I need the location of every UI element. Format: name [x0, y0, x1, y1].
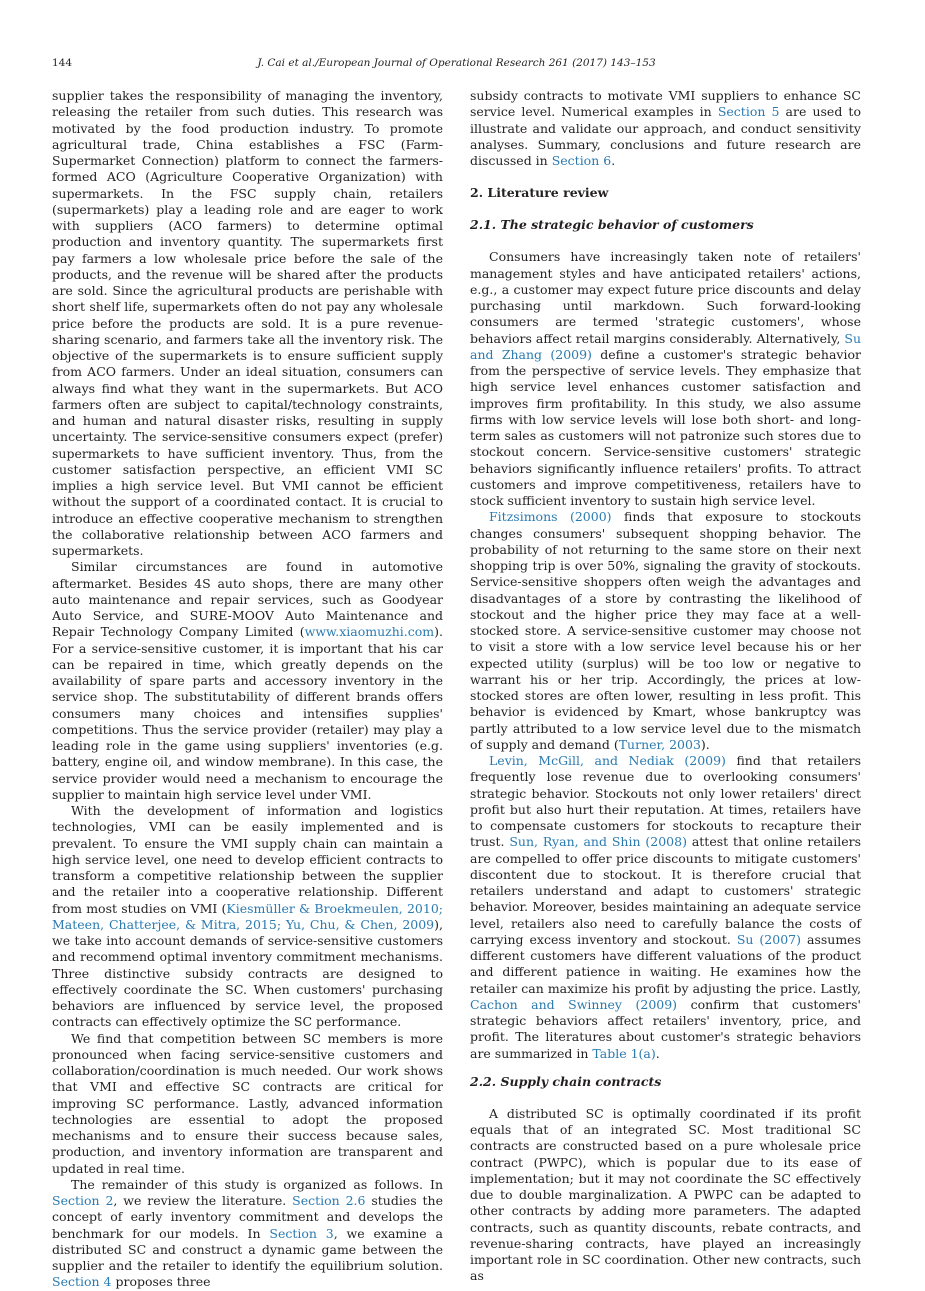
paragraph: Similar circumstances are found in automotive aftermarket. Besides 4S auto shops, there are many other auto maintenance and repair services, such as Goodyear Auto Service, and SURE-MOOV Auto Maintenance and Repair Technology Company Limited (www.xiaomuzhi.com). For a service-sensitive customer, it is important that his car can be repaired in time, which greatly depends on the availability of spare parts and accessory inventory in the service shop. The substitutability of different brands offers consumers many choices and intensifies supplies' competitions. Thus the service provider (retailer) may play a leading role in the game using suppliers' inventories (e.g. battery, engine oil, and window membrane). In this case, the service provider would need a mechanism to encourage the supplier to maintain high service level under VMI.: [52, 559, 443, 802]
citation-link[interactable]: Cachon and Swinney (2009): [470, 996, 678, 1012]
table-link[interactable]: Table 1(a): [592, 1045, 656, 1061]
journal-reference: J. Cai et al./European Journal of Operational Research 261 (2017) 143–153: [257, 57, 656, 69]
paragraph: A distributed SC is optimally coordinated if its profit equals that of an integrated SC. Most traditional SC contracts are constructed based on a pure wholesale price contract (PWPC), which is popular due to its ease of implementation; but it may not coordinate the SC effectively due to double marginalization. A PWPC can be adapted to other contracts by adding more parameters. The adapted contracts, such as quantity discounts, rebate contracts, and revenue-sharing contracts, have played an increasingly important role in SC coordination. Other new contracts, such as: [470, 1105, 861, 1284]
website-link[interactable]: www.xiaomuzhi.com: [304, 624, 435, 640]
page-number: 144: [52, 57, 73, 69]
running-head: [52, 56, 861, 70]
paragraph: Fitzsimons (2000) finds that exposure to stockouts changes consumers' subsequent shopping behavior. The probability of not returning to the same store on their next shopping trip is over 50%, signaling the gravity of stockouts. Service-sensitive shoppers often weigh the advantages and disadvantages of a store by contrasting the likelihood of stockout and the higher price they may face at a well-stocked store. A service-sensitive customer may choose not to visit a store with a low service level because his or her expected utility (surplus) will be too low or negative to warrant his or her trip. Accordingly, the prices at low-stocked stores are often lower, resulting in less profit. This behavior is evidenced by Kmart, whose bankruptcy was partly attributed to a low service level due to the mismatch of supply and demand (Turner, 2003).: [470, 509, 861, 752]
citation-link[interactable]: Levin, McGill, and Nediak (2009): [489, 753, 726, 768]
paragraph: Levin, McGill, and Nediak (2009) find that retailers frequently lose revenue due to overlooking consumers' strategic behavior. Stockouts not only lower retailers' direct profit but also hurt their reputation. At times, retailers have to compensate customers for stockouts to recapture their trust. Sun, Ryan, and Shin (2008) attest that online retailers are compelled to offer price discounts to mitigate customers' discontent due to stockout. It is therefore crucial that retailers understand and adapt to customers' strategic behavior. Moreover, besides maintaining an adequate service level, retailers also need to carefully balance the costs of carrying excess inventory and stockout. Su (2007) assumes different customers have different valuations of the product and different patience in waiting. He examines how the retailer can maximize his profit by adjusting the price. Lastly, Cachon and Swinney (2009) confirm that customers' strategic behaviors affect retailers' inventory, price, and profit. The literatures about customer's strategic behaviors are summarized in Table 1(a).: [470, 753, 862, 1061]
subsection-heading: 2.1. The strategic behavior of customers: [470, 217, 754, 233]
citation-link[interactable]: Su and Zhang (2009): [470, 330, 861, 362]
citation-link[interactable]: Kiesmüller & Broekmeulen, 2010; Mateen, Chatterjee, & Mitra, 2015; Yu, Chu, & Chen, 2009: [52, 900, 444, 932]
citation-link[interactable]: Su (2007): [736, 931, 802, 947]
section-link[interactable]: Section 2: [52, 1193, 114, 1208]
section-link[interactable]: Section 3: [269, 1225, 334, 1241]
citation-link[interactable]: Fitzsimons (2000): [489, 509, 612, 525]
paragraph: With the development of information and logistics technologies, VMI can be easily implemented and is prevalent. To ensure the VMI supply chain can maintain a high service level, one need to develop efficient contracts to transform a competitive relationship between the supplier and the retailer into a cooperative relationship. Different from most studies on VMI (Kiesmüller & Broekmeulen, 2010; Mateen, Chatterjee, & Mitra, 2015; Yu, Chu, & Chen, 2009), we take into account demands of service-sensitive customers and recommend optimal inventory commitment mechanisms. Three distinctive subsidy contracts are designed to effectively coordinate the SC. When customers' purchasing behaviors are influenced by service level, the proposed contracts can effectively optimize the SC performance.: [52, 803, 444, 1030]
section-link[interactable]: Section 4: [52, 1274, 112, 1290]
citation-link[interactable]: Turner, 2003: [618, 736, 701, 752]
paragraph: The remainder of this study is organized as follows. In Section 2, we review the literature. Section 2.6 studies the concept of early inventory commitment and develops the benchmark for our models. In Section 3, we examine a distributed SC and construct a dynamic game between the supplier and the retailer to identify the equilibrium solution. Section 4 proposes three: [52, 1176, 443, 1290]
paragraph: supplier takes the responsibility of managing the inventory, releasing the retailer from such duties. This research was motivated by the food production industry. To promote agricultural trade, China establishes a FSC (Farm-Supermarket Connection) platform to connect the farmers-formed ACO (Agriculture Cooperative Organization) with supermarkets. In the FSC supply chain, retailers (supermarkets) play a leading role and are eager to work with suppliers (ACO farmers) to determine optimal production and inventory quantity. The supermarkets first pay farmers a low wholesale price before the sale of the products, and the revenue will be shared after the products are sold. Since the agricultural products are perishable with short shelf life, supermarkets often do not pay any wholesale price before the products are sold. It is a pure revenue-sharing scenario, and farmers take all the inventory risk. The objective of the supermarkets is to ensure sufficient supply from ACO farmers. Under an ideal situation, consumers can always find what they want in the supermarkets. But ACO farmers often are subject to capital/technology constraints, and human and natural disaster risks, resulting in supply uncertainty. The service-sensitive consumers expect (prefer) supermarkets to have sufficient inventory. Thus, from the customer satisfaction perspective, an efficient VMI SC implies a high service level. But VMI cannot be efficient without the support of a coordinated contact. It is crucial to introduce an effective cooperative mechanism to strengthen the collaborative relationship between ACO farmers and supermarkets.: [52, 88, 443, 558]
section-heading: 2. Literature review: [470, 185, 609, 201]
citation-link[interactable]: Sun, Ryan, and Shin (2008): [509, 834, 687, 850]
paragraph: We find that competition between SC members is more pronounced when facing service-sensitive customers and collaboration/coordination is much needed. Our work shows that VMI and effective SC contracts are critical for improving SC performance. Lastly, advanced information technologies are essential to adopt the proposed mechanisms and to ensure their success because sales, production, and inventory information are transparent and updated in real time.: [52, 1030, 443, 1176]
paragraph: subsidy contracts to motivate VMI suppliers to enhance SC service level. Numerical examples in Section 5 are used to illustrate and validate our approach, and conduct sensitivity analyses. Summary, conclusions and future research are discussed in Section 6.: [470, 88, 861, 168]
paragraph: Consumers have increasingly taken note of retailers' management styles and have anticipated retailers' actions, e.g., a customer may expect future price discounts and delay purchasing until markdown. Such forward-looking consumers are termed 'strategic customers', whose behaviors affect retail margins considerably. Alternatively, Su and Zhang (2009) define a customer's strategic behavior from the perspective of service levels. They emphasize that high service level enhances customer satisfaction and improves firm profitability. In this study, we also assume firms with low service levels will lose both short- and long-term sales as customers will not patronize such stores due to stockout concern. Service-sensitive customers' strategic behaviors significantly influence retailers' profits. To attract customers and improve competitiveness, retailers have to stock sufficient inventory to sustain high service level.: [470, 249, 861, 508]
section-link[interactable]: Section 6: [551, 153, 612, 168]
section-link[interactable]: Section 2.6: [292, 1193, 366, 1208]
section-link[interactable]: Section 5: [717, 104, 780, 120]
subsection-heading: 2.2. Supply chain contracts: [470, 1073, 662, 1089]
left-column: [52, 88, 443, 1291]
right-column: [470, 88, 861, 1285]
